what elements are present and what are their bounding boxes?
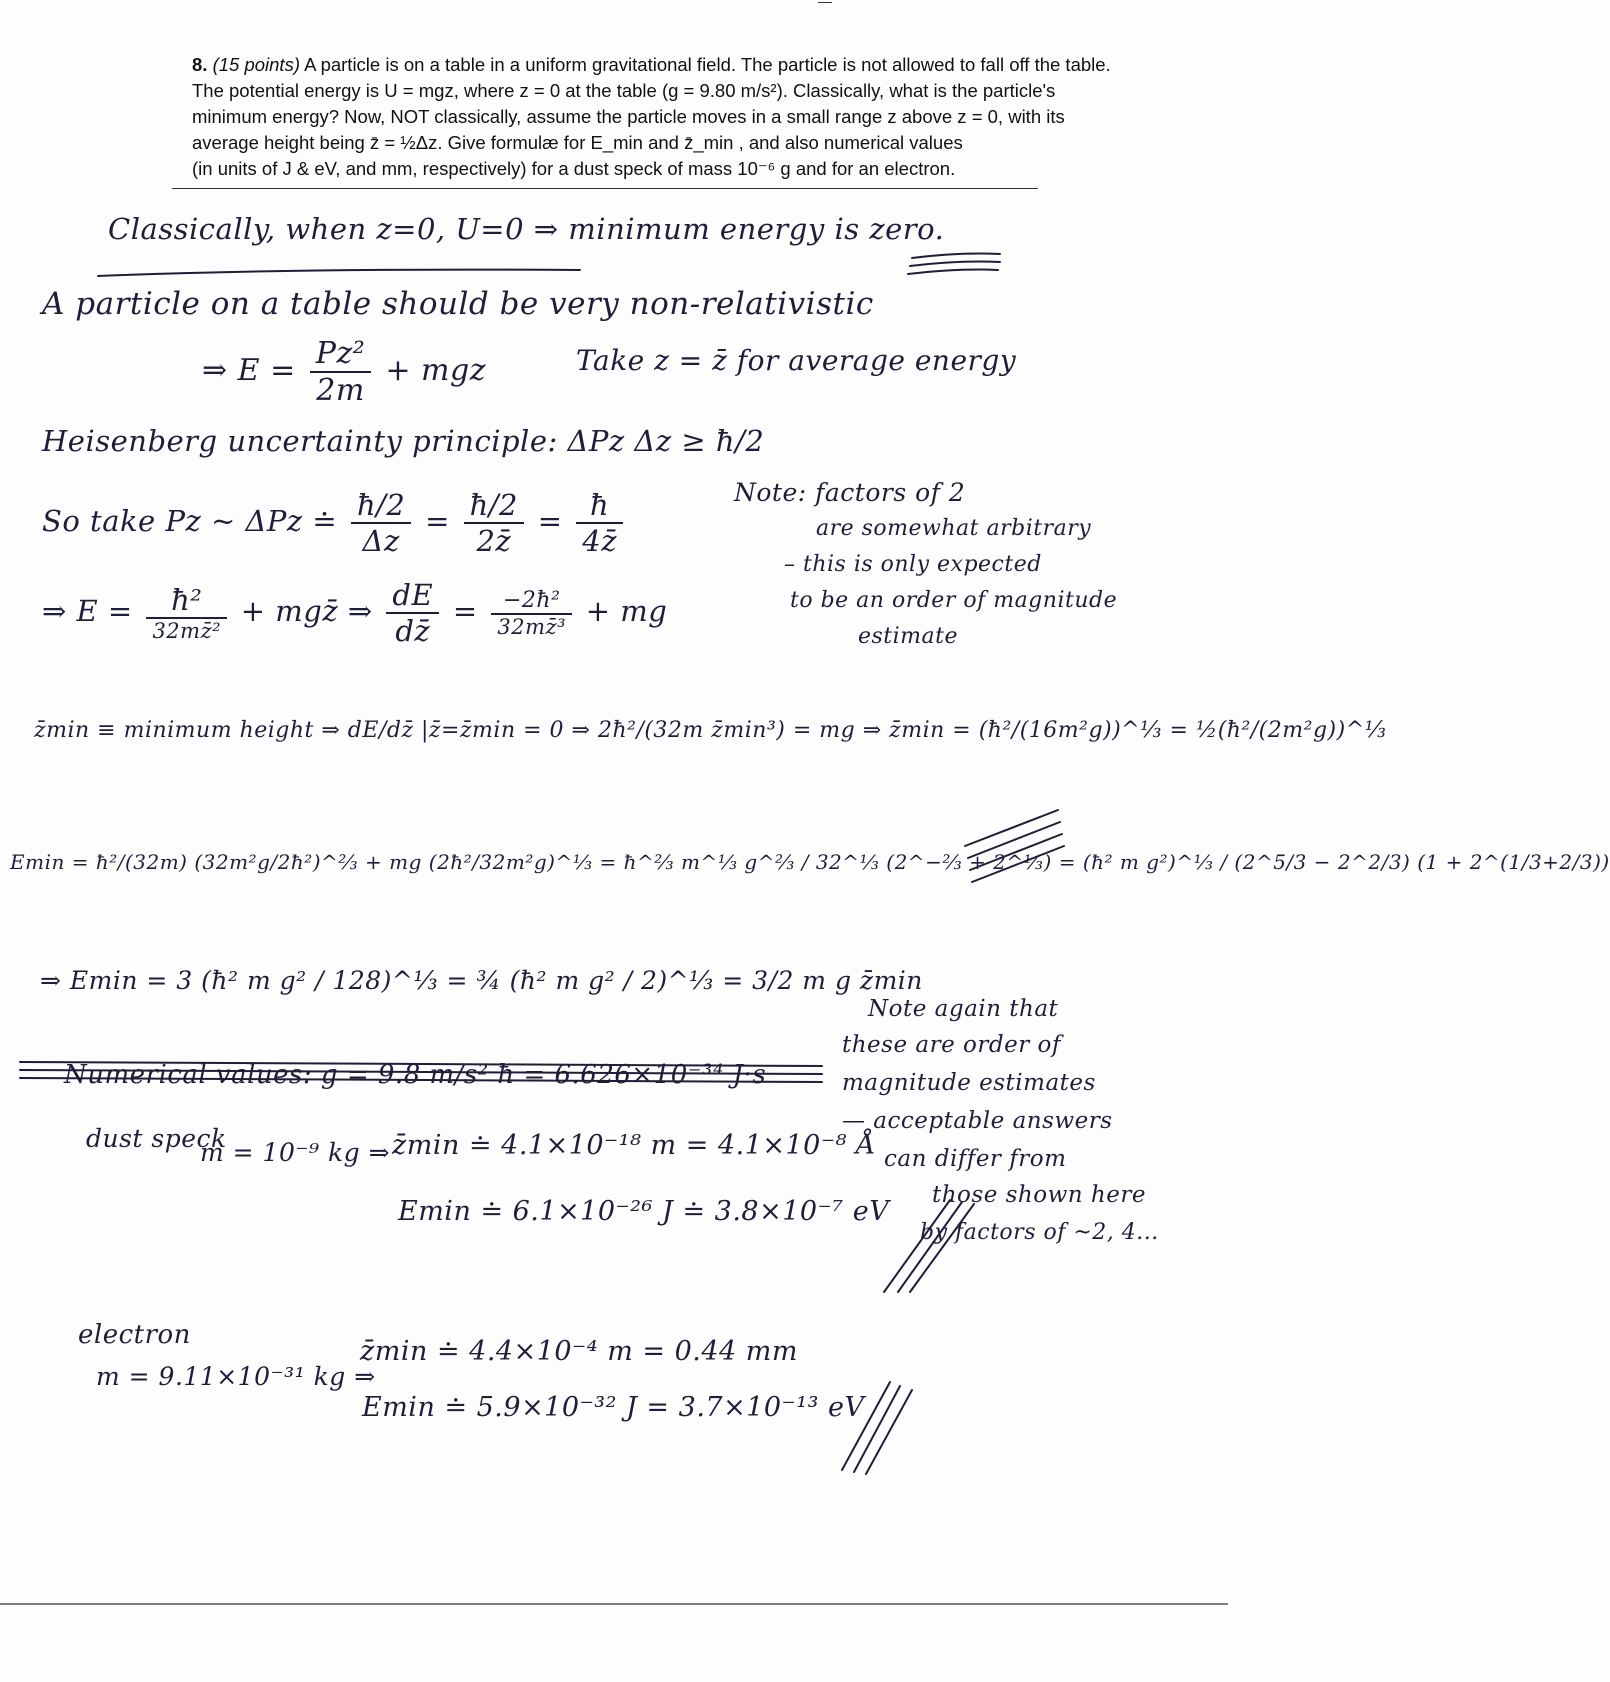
heisenberg-principle: Heisenberg uncertainty principle: ΔPz Δz ≥ ħ/2 <box>42 424 765 458</box>
equals-sign: = <box>537 504 563 538</box>
electron-emin: Emin ≐ 5.9×10⁻³² J = 3.7×10⁻¹³ eV <box>362 1392 865 1423</box>
average-energy-note: Take z = z̄ for average energy <box>576 344 1017 377</box>
dust-slash-1 <box>884 1200 950 1292</box>
zmin-derivation: z̄min ≡ minimum height ⇒ dE/dz̄ |z̄=z̄min = 0 ⇒ 2ħ²/(32m z̄min³) = mg ⇒ z̄min = (ħ²/(16m²g))^⅓ = ½(ħ²/(2m²g))^⅓ <box>34 718 1387 743</box>
problem-number: 8. <box>192 54 208 75</box>
factors-note-line-2: are somewhat arbitrary <box>816 516 1092 541</box>
emin-derivation-1: Emin = ħ²/(32m) (32m²g/2ħ²)^⅔ + mg (2ħ²/32m²g)^⅓ = ħ^⅔ m^⅓ g^⅔ / 32^⅓ (2^−⅔ + 2^⅓) = (ħ² m g²)^⅓ / (2^5/3 − 2^2/3) (1 + 2^(1/3+2/3)) <box>10 850 1610 874</box>
momentum-f2-den: 2z̄ <box>476 524 512 558</box>
factors-note-line-5: estimate <box>858 624 959 649</box>
equals-sign: = <box>452 594 478 628</box>
dust-zmin: z̄min ≐ 4.1×10⁻¹⁸ m = 4.1×10⁻⁸ Å <box>392 1130 877 1161</box>
estimates-note-line-7: by factors of ~2, 4... <box>920 1220 1159 1245</box>
factors-note-line-3: – this is only expected <box>784 552 1042 577</box>
estimates-note-line-5: can differ from <box>884 1146 1067 1172</box>
estimates-note-line-1: Note again that <box>868 996 1059 1022</box>
ed-f1-num: ħ² <box>146 583 227 619</box>
factors-note-line-4: to be an order of magnitude <box>790 588 1118 613</box>
problem-line-2: The potential energy is U = mgz, where z = 0 at the table (g = 9.80 m/s²). Classically, what is the particle's <box>192 80 1056 101</box>
estimates-note-line-2: these are order of <box>842 1032 1061 1058</box>
electron-slash-3 <box>866 1390 912 1474</box>
kinetic-numerator: Pz² <box>310 336 372 373</box>
ed-f2-num: dE <box>386 578 439 614</box>
factors-note-line-1: Note: factors of 2 <box>734 478 966 507</box>
energy-rhs: + mgz <box>385 353 487 388</box>
momentum-f1-num: ħ/2 <box>351 488 411 524</box>
ed-f3-den: 32mz̄³ <box>497 614 566 639</box>
dust-slash-2 <box>898 1202 962 1292</box>
emin-derivation-2: ⇒ Emin = 3 (ħ² m g² / 128)^⅓ = ¾ (ħ² m g² / 2)^⅓ = 3/2 m g z̄min <box>40 966 923 995</box>
zero-underline-2 <box>910 262 1000 267</box>
estimates-note-line-6: those shown here <box>932 1182 1146 1208</box>
dust-slash-3 <box>910 1204 974 1292</box>
ed-f1-den: 32mz̄² <box>152 619 222 643</box>
estimates-note-line-3: magnitude estimates <box>842 1070 1096 1096</box>
classical-underline <box>98 270 580 276</box>
dust-emin: Emin ≐ 6.1×10⁻²⁶ J ≐ 3.8×10⁻⁷ eV <box>398 1196 890 1227</box>
emin-rule-2 <box>20 1070 822 1074</box>
equals-sign: = <box>425 504 450 538</box>
energy-derivative-mid: + mgz̄ ⇒ <box>240 594 373 628</box>
energy-derivative-lhs: ⇒ E = <box>42 594 133 628</box>
electron-mass: m = 9.11×10⁻³¹ kg ⇒ <box>96 1362 376 1391</box>
numerical-values: Numerical values: g = 9.8 m/s² ħ = 6.626×10⁻³⁴ J·s <box>64 1060 767 1090</box>
momentum-f2-num: ħ/2 <box>464 488 524 524</box>
electron-slash-2 <box>854 1386 900 1472</box>
ed-f3-num: −2ħ² <box>491 588 572 615</box>
zero-underline-1 <box>912 254 1000 259</box>
electron-slash-1 <box>842 1382 890 1470</box>
momentum-lhs: So take Pz ~ ΔPz ≐ <box>42 504 338 538</box>
problem-line-4: average height being z̄ = ½Δz. Give formulæ for E_min and z̄_min , and also numerical values <box>192 132 963 153</box>
electron-zmin: z̄min ≐ 4.4×10⁻⁴ m = 0.44 mm <box>360 1336 799 1367</box>
zero-underline-3 <box>908 270 998 275</box>
problem-points: (15 points) <box>212 54 300 75</box>
nonrelativistic-note: A particle on a table should be very non-relativistic <box>42 286 874 322</box>
momentum-f3-den: 4z̄ <box>582 524 617 558</box>
problem-text-1: A particle is on a table in a uniform gravitational field. The particle is not allowed to fall off the table. <box>304 54 1111 75</box>
emin-rule-1 <box>20 1062 822 1066</box>
emin-rule-3 <box>20 1078 822 1082</box>
momentum-f1-den: Δz <box>362 524 400 558</box>
dust-label: dust speck <box>86 1124 227 1153</box>
energy-derivative-end: + mg <box>585 594 668 628</box>
energy-lhs: ⇒ E = <box>202 353 296 388</box>
kinetic-denominator: 2m <box>316 373 365 408</box>
problem-line-3: minimum energy? Now, NOT classically, assume the particle moves in a small range z above z = 0, with its <box>192 106 1065 127</box>
estimates-note-line-4: — acceptable answers <box>842 1108 1113 1134</box>
dust-mass: m = 10⁻⁹ kg ⇒ <box>200 1138 391 1167</box>
electron-label: electron <box>78 1320 191 1350</box>
classical-answer: Classically, when z=0, U=0 ⇒ minimum energy is zero. <box>108 212 945 246</box>
problem-line-5: (in units of J & eV, and mm, respectively) for a dust speck of mass 10⁻⁶ g and for an electron. <box>192 158 956 179</box>
momentum-f3-num: ħ <box>576 488 623 524</box>
ed-f2-den: dz̄ <box>395 614 431 648</box>
